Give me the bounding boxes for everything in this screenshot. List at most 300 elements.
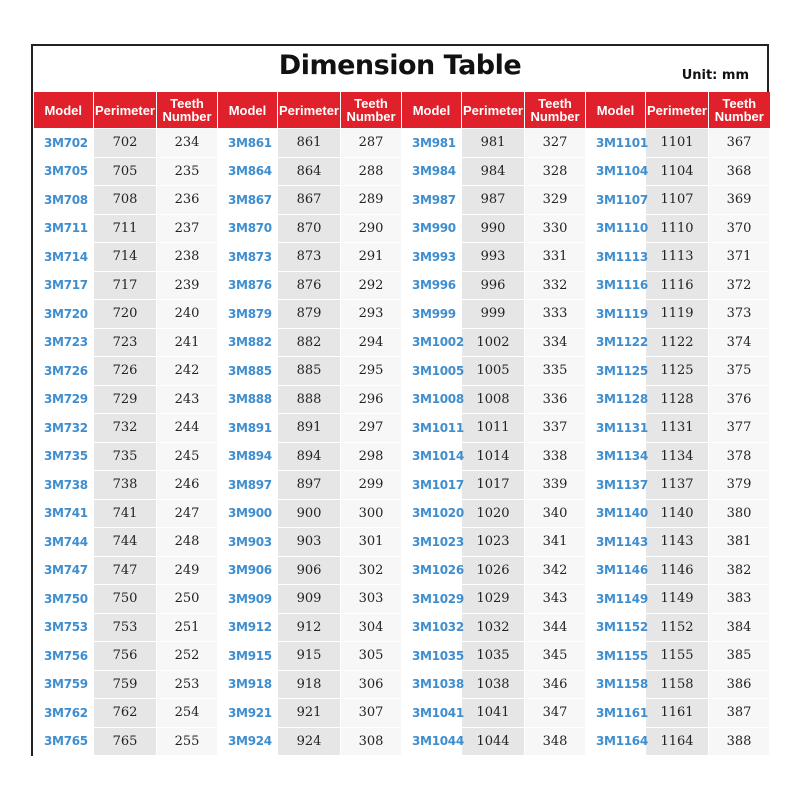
perimeter-cell: 732 bbox=[94, 414, 157, 443]
table-row bbox=[34, 157, 770, 186]
perimeter-cell: 1104 bbox=[646, 157, 709, 186]
teeth-number-cell: 330 bbox=[525, 214, 586, 243]
model-cell: 3M750 bbox=[34, 585, 94, 614]
model-cell: 3M984 bbox=[402, 157, 462, 186]
teeth-number-cell: 248 bbox=[157, 528, 218, 557]
teeth-number-cell: 370 bbox=[709, 214, 770, 243]
model-cell: 3M1113 bbox=[586, 243, 646, 272]
model-cell: 3M879 bbox=[218, 300, 278, 329]
column-header-perimeter: Perimeter bbox=[462, 92, 525, 129]
teeth-number-cell: 381 bbox=[709, 528, 770, 557]
perimeter-cell: 864 bbox=[278, 157, 341, 186]
teeth-number-cell: 296 bbox=[341, 385, 402, 414]
model-cell: 3M1038 bbox=[402, 670, 462, 699]
model-cell: 3M882 bbox=[218, 328, 278, 357]
perimeter-cell: 708 bbox=[94, 186, 157, 215]
perimeter-cell: 906 bbox=[278, 556, 341, 585]
model-cell: 3M1116 bbox=[586, 271, 646, 300]
table-row bbox=[34, 499, 770, 528]
model-cell: 3M924 bbox=[218, 727, 278, 756]
table-row bbox=[34, 214, 770, 243]
model-cell: 3M1107 bbox=[586, 186, 646, 215]
perimeter-cell: 1026 bbox=[462, 556, 525, 585]
perimeter-cell: 753 bbox=[94, 613, 157, 642]
perimeter-cell: 1023 bbox=[462, 528, 525, 557]
teeth-number-cell: 368 bbox=[709, 157, 770, 186]
teeth-number-cell: 308 bbox=[341, 727, 402, 756]
model-cell: 3M870 bbox=[218, 214, 278, 243]
model-cell: 3M726 bbox=[34, 357, 94, 386]
teeth-number-cell: 348 bbox=[525, 727, 586, 756]
perimeter-cell: 996 bbox=[462, 271, 525, 300]
perimeter-cell: 1122 bbox=[646, 328, 709, 357]
perimeter-cell: 1164 bbox=[646, 727, 709, 756]
teeth-number-cell: 336 bbox=[525, 385, 586, 414]
model-cell: 3M729 bbox=[34, 385, 94, 414]
perimeter-cell: 1113 bbox=[646, 243, 709, 272]
perimeter-cell: 1158 bbox=[646, 670, 709, 699]
perimeter-cell: 915 bbox=[278, 642, 341, 671]
column-header-model: Model bbox=[34, 92, 94, 129]
perimeter-cell: 993 bbox=[462, 243, 525, 272]
perimeter-cell: 705 bbox=[94, 157, 157, 186]
teeth-number-cell: 342 bbox=[525, 556, 586, 585]
table-row bbox=[34, 471, 770, 500]
teeth-number-cell: 379 bbox=[709, 471, 770, 500]
model-cell: 3M990 bbox=[402, 214, 462, 243]
model-cell: 3M1044 bbox=[402, 727, 462, 756]
model-cell: 3M1134 bbox=[586, 442, 646, 471]
perimeter-cell: 1017 bbox=[462, 471, 525, 500]
model-cell: 3M747 bbox=[34, 556, 94, 585]
model-cell: 3M723 bbox=[34, 328, 94, 357]
perimeter-cell: 1107 bbox=[646, 186, 709, 215]
model-cell: 3M876 bbox=[218, 271, 278, 300]
perimeter-cell: 924 bbox=[278, 727, 341, 756]
model-cell: 3M915 bbox=[218, 642, 278, 671]
perimeter-cell: 981 bbox=[462, 129, 525, 158]
teeth-number-cell: 337 bbox=[525, 414, 586, 443]
table-row bbox=[34, 528, 770, 557]
model-cell: 3M1005 bbox=[402, 357, 462, 386]
perimeter-cell: 729 bbox=[94, 385, 157, 414]
perimeter-cell: 861 bbox=[278, 129, 341, 158]
model-cell: 3M732 bbox=[34, 414, 94, 443]
perimeter-cell: 912 bbox=[278, 613, 341, 642]
teeth-number-cell: 249 bbox=[157, 556, 218, 585]
perimeter-cell: 765 bbox=[94, 727, 157, 756]
model-cell: 3M1023 bbox=[402, 528, 462, 557]
teeth-number-cell: 328 bbox=[525, 157, 586, 186]
model-cell: 3M1140 bbox=[586, 499, 646, 528]
teeth-number-cell: 291 bbox=[341, 243, 402, 272]
perimeter-cell: 714 bbox=[94, 243, 157, 272]
perimeter-cell: 750 bbox=[94, 585, 157, 614]
unit-label: Unit: mm bbox=[681, 68, 749, 83]
table-row bbox=[34, 585, 770, 614]
perimeter-cell: 1149 bbox=[646, 585, 709, 614]
teeth-number-cell: 300 bbox=[341, 499, 402, 528]
model-cell: 3M1101 bbox=[586, 129, 646, 158]
model-cell: 3M1119 bbox=[586, 300, 646, 329]
teeth-number-cell: 240 bbox=[157, 300, 218, 329]
perimeter-cell: 759 bbox=[94, 670, 157, 699]
perimeter-cell: 747 bbox=[94, 556, 157, 585]
model-cell: 3M714 bbox=[34, 243, 94, 272]
teeth-number-cell: 347 bbox=[525, 699, 586, 728]
perimeter-cell: 1143 bbox=[646, 528, 709, 557]
teeth-number-cell: 376 bbox=[709, 385, 770, 414]
teeth-number-cell: 235 bbox=[157, 157, 218, 186]
perimeter-cell: 1011 bbox=[462, 414, 525, 443]
model-cell: 3M1110 bbox=[586, 214, 646, 243]
model-cell: 3M903 bbox=[218, 528, 278, 557]
model-cell: 3M1029 bbox=[402, 585, 462, 614]
model-cell: 3M993 bbox=[402, 243, 462, 272]
model-cell: 3M918 bbox=[218, 670, 278, 699]
teeth-number-cell: 386 bbox=[709, 670, 770, 699]
teeth-number-cell: 237 bbox=[157, 214, 218, 243]
perimeter-cell: 702 bbox=[94, 129, 157, 158]
model-cell: 3M885 bbox=[218, 357, 278, 386]
model-cell: 3M705 bbox=[34, 157, 94, 186]
teeth-number-cell: 251 bbox=[157, 613, 218, 642]
teeth-number-cell: 255 bbox=[157, 727, 218, 756]
model-cell: 3M1131 bbox=[586, 414, 646, 443]
teeth-number-cell: 329 bbox=[525, 186, 586, 215]
table-row bbox=[34, 357, 770, 386]
model-cell: 3M1014 bbox=[402, 442, 462, 471]
model-cell: 3M873 bbox=[218, 243, 278, 272]
perimeter-cell: 1101 bbox=[646, 129, 709, 158]
model-cell: 3M711 bbox=[34, 214, 94, 243]
perimeter-cell: 918 bbox=[278, 670, 341, 699]
perimeter-cell: 1134 bbox=[646, 442, 709, 471]
model-cell: 3M1026 bbox=[402, 556, 462, 585]
model-cell: 3M1011 bbox=[402, 414, 462, 443]
model-cell: 3M888 bbox=[218, 385, 278, 414]
model-cell: 3M1008 bbox=[402, 385, 462, 414]
teeth-number-cell: 374 bbox=[709, 328, 770, 357]
teeth-number-cell: 252 bbox=[157, 642, 218, 671]
perimeter-cell: 1140 bbox=[646, 499, 709, 528]
perimeter-cell: 762 bbox=[94, 699, 157, 728]
column-header-perimeter: Perimeter bbox=[278, 92, 341, 129]
model-cell: 3M867 bbox=[218, 186, 278, 215]
perimeter-cell: 723 bbox=[94, 328, 157, 357]
model-cell: 3M1104 bbox=[586, 157, 646, 186]
teeth-number-cell: 234 bbox=[157, 129, 218, 158]
perimeter-cell: 888 bbox=[278, 385, 341, 414]
teeth-number-cell: 304 bbox=[341, 613, 402, 642]
teeth-number-cell: 334 bbox=[525, 328, 586, 357]
table-row bbox=[34, 642, 770, 671]
column-header-model: Model bbox=[218, 92, 278, 129]
model-cell: 3M756 bbox=[34, 642, 94, 671]
teeth-number-cell: 339 bbox=[525, 471, 586, 500]
perimeter-cell: 1029 bbox=[462, 585, 525, 614]
perimeter-cell: 726 bbox=[94, 357, 157, 386]
teeth-number-cell: 331 bbox=[525, 243, 586, 272]
perimeter-cell: 879 bbox=[278, 300, 341, 329]
model-cell: 3M1152 bbox=[586, 613, 646, 642]
table-body bbox=[34, 129, 770, 756]
model-cell: 3M897 bbox=[218, 471, 278, 500]
model-cell: 3M1020 bbox=[402, 499, 462, 528]
model-cell: 3M720 bbox=[34, 300, 94, 329]
model-cell: 3M900 bbox=[218, 499, 278, 528]
model-cell: 3M717 bbox=[34, 271, 94, 300]
table-row bbox=[34, 328, 770, 357]
teeth-number-cell: 289 bbox=[341, 186, 402, 215]
teeth-number-cell: 243 bbox=[157, 385, 218, 414]
model-cell: 3M1155 bbox=[586, 642, 646, 671]
teeth-number-cell: 375 bbox=[709, 357, 770, 386]
model-cell: 3M912 bbox=[218, 613, 278, 642]
perimeter-cell: 999 bbox=[462, 300, 525, 329]
column-header-teeth-number: Teeth Number bbox=[709, 92, 770, 129]
teeth-number-cell: 290 bbox=[341, 214, 402, 243]
teeth-number-cell: 378 bbox=[709, 442, 770, 471]
teeth-number-cell: 380 bbox=[709, 499, 770, 528]
model-cell: 3M762 bbox=[34, 699, 94, 728]
teeth-number-cell: 254 bbox=[157, 699, 218, 728]
teeth-number-cell: 299 bbox=[341, 471, 402, 500]
teeth-number-cell: 242 bbox=[157, 357, 218, 386]
teeth-number-cell: 382 bbox=[709, 556, 770, 585]
perimeter-cell: 1041 bbox=[462, 699, 525, 728]
table-row bbox=[34, 300, 770, 329]
model-cell: 3M1122 bbox=[586, 328, 646, 357]
perimeter-cell: 873 bbox=[278, 243, 341, 272]
teeth-number-cell: 292 bbox=[341, 271, 402, 300]
model-cell: 3M735 bbox=[34, 442, 94, 471]
dimension-table bbox=[33, 92, 770, 756]
table-row bbox=[34, 385, 770, 414]
teeth-number-cell: 288 bbox=[341, 157, 402, 186]
model-cell: 3M1128 bbox=[586, 385, 646, 414]
perimeter-cell: 1038 bbox=[462, 670, 525, 699]
teeth-number-cell: 372 bbox=[709, 271, 770, 300]
column-header-teeth-number: Teeth Number bbox=[341, 92, 402, 129]
header-row bbox=[34, 92, 770, 129]
teeth-number-cell: 253 bbox=[157, 670, 218, 699]
model-cell: 3M894 bbox=[218, 442, 278, 471]
table-row bbox=[34, 243, 770, 272]
table-row bbox=[34, 699, 770, 728]
model-cell: 3M1158 bbox=[586, 670, 646, 699]
teeth-number-cell: 373 bbox=[709, 300, 770, 329]
teeth-number-cell: 305 bbox=[341, 642, 402, 671]
table-row bbox=[34, 271, 770, 300]
model-cell: 3M1149 bbox=[586, 585, 646, 614]
teeth-number-cell: 383 bbox=[709, 585, 770, 614]
teeth-number-cell: 307 bbox=[341, 699, 402, 728]
title-bar bbox=[33, 46, 767, 92]
teeth-number-cell: 377 bbox=[709, 414, 770, 443]
perimeter-cell: 990 bbox=[462, 214, 525, 243]
table-row bbox=[34, 414, 770, 443]
table-row bbox=[34, 613, 770, 642]
teeth-number-cell: 367 bbox=[709, 129, 770, 158]
teeth-number-cell: 384 bbox=[709, 613, 770, 642]
model-cell: 3M1041 bbox=[402, 699, 462, 728]
model-cell: 3M861 bbox=[218, 129, 278, 158]
model-cell: 3M759 bbox=[34, 670, 94, 699]
model-cell: 3M741 bbox=[34, 499, 94, 528]
model-cell: 3M1143 bbox=[586, 528, 646, 557]
column-header-teeth-number: Teeth Number bbox=[525, 92, 586, 129]
perimeter-cell: 984 bbox=[462, 157, 525, 186]
teeth-number-cell: 338 bbox=[525, 442, 586, 471]
teeth-number-cell: 247 bbox=[157, 499, 218, 528]
perimeter-cell: 1035 bbox=[462, 642, 525, 671]
perimeter-cell: 1152 bbox=[646, 613, 709, 642]
perimeter-cell: 1131 bbox=[646, 414, 709, 443]
model-cell: 3M1125 bbox=[586, 357, 646, 386]
teeth-number-cell: 344 bbox=[525, 613, 586, 642]
perimeter-cell: 1020 bbox=[462, 499, 525, 528]
teeth-number-cell: 298 bbox=[341, 442, 402, 471]
model-cell: 3M1035 bbox=[402, 642, 462, 671]
perimeter-cell: 1032 bbox=[462, 613, 525, 642]
model-cell: 3M987 bbox=[402, 186, 462, 215]
teeth-number-cell: 236 bbox=[157, 186, 218, 215]
model-cell: 3M753 bbox=[34, 613, 94, 642]
perimeter-cell: 903 bbox=[278, 528, 341, 557]
teeth-number-cell: 238 bbox=[157, 243, 218, 272]
perimeter-cell: 1161 bbox=[646, 699, 709, 728]
perimeter-cell: 717 bbox=[94, 271, 157, 300]
perimeter-cell: 1110 bbox=[646, 214, 709, 243]
dimension-table-frame bbox=[31, 44, 769, 756]
teeth-number-cell: 327 bbox=[525, 129, 586, 158]
model-cell: 3M909 bbox=[218, 585, 278, 614]
teeth-number-cell: 387 bbox=[709, 699, 770, 728]
teeth-number-cell: 333 bbox=[525, 300, 586, 329]
column-header-teeth-number: Teeth Number bbox=[157, 92, 218, 129]
teeth-number-cell: 340 bbox=[525, 499, 586, 528]
perimeter-cell: 1005 bbox=[462, 357, 525, 386]
model-cell: 3M906 bbox=[218, 556, 278, 585]
teeth-number-cell: 371 bbox=[709, 243, 770, 272]
column-header-perimeter: Perimeter bbox=[646, 92, 709, 129]
teeth-number-cell: 388 bbox=[709, 727, 770, 756]
perimeter-cell: 744 bbox=[94, 528, 157, 557]
teeth-number-cell: 306 bbox=[341, 670, 402, 699]
teeth-number-cell: 385 bbox=[709, 642, 770, 671]
perimeter-cell: 1155 bbox=[646, 642, 709, 671]
teeth-number-cell: 332 bbox=[525, 271, 586, 300]
model-cell: 3M999 bbox=[402, 300, 462, 329]
model-cell: 3M708 bbox=[34, 186, 94, 215]
perimeter-cell: 897 bbox=[278, 471, 341, 500]
teeth-number-cell: 341 bbox=[525, 528, 586, 557]
model-cell: 3M1002 bbox=[402, 328, 462, 357]
perimeter-cell: 1014 bbox=[462, 442, 525, 471]
table-row bbox=[34, 442, 770, 471]
perimeter-cell: 894 bbox=[278, 442, 341, 471]
teeth-number-cell: 295 bbox=[341, 357, 402, 386]
teeth-number-cell: 335 bbox=[525, 357, 586, 386]
model-cell: 3M765 bbox=[34, 727, 94, 756]
teeth-number-cell: 345 bbox=[525, 642, 586, 671]
perimeter-cell: 882 bbox=[278, 328, 341, 357]
perimeter-cell: 870 bbox=[278, 214, 341, 243]
perimeter-cell: 1146 bbox=[646, 556, 709, 585]
model-cell: 3M864 bbox=[218, 157, 278, 186]
perimeter-cell: 720 bbox=[94, 300, 157, 329]
perimeter-cell: 987 bbox=[462, 186, 525, 215]
perimeter-cell: 756 bbox=[94, 642, 157, 671]
perimeter-cell: 1128 bbox=[646, 385, 709, 414]
teeth-number-cell: 294 bbox=[341, 328, 402, 357]
table-row bbox=[34, 129, 770, 158]
model-cell: 3M744 bbox=[34, 528, 94, 557]
teeth-number-cell: 346 bbox=[525, 670, 586, 699]
teeth-number-cell: 239 bbox=[157, 271, 218, 300]
perimeter-cell: 738 bbox=[94, 471, 157, 500]
model-cell: 3M1137 bbox=[586, 471, 646, 500]
teeth-number-cell: 297 bbox=[341, 414, 402, 443]
teeth-number-cell: 303 bbox=[341, 585, 402, 614]
perimeter-cell: 1008 bbox=[462, 385, 525, 414]
model-cell: 3M891 bbox=[218, 414, 278, 443]
perimeter-cell: 1137 bbox=[646, 471, 709, 500]
model-cell: 3M738 bbox=[34, 471, 94, 500]
model-cell: 3M921 bbox=[218, 699, 278, 728]
model-cell: 3M1017 bbox=[402, 471, 462, 500]
column-header-perimeter: Perimeter bbox=[94, 92, 157, 129]
perimeter-cell: 1116 bbox=[646, 271, 709, 300]
perimeter-cell: 711 bbox=[94, 214, 157, 243]
teeth-number-cell: 343 bbox=[525, 585, 586, 614]
teeth-number-cell: 293 bbox=[341, 300, 402, 329]
perimeter-cell: 921 bbox=[278, 699, 341, 728]
column-header-model: Model bbox=[586, 92, 646, 129]
model-cell: 3M981 bbox=[402, 129, 462, 158]
teeth-number-cell: 250 bbox=[157, 585, 218, 614]
perimeter-cell: 900 bbox=[278, 499, 341, 528]
teeth-number-cell: 241 bbox=[157, 328, 218, 357]
perimeter-cell: 1119 bbox=[646, 300, 709, 329]
teeth-number-cell: 287 bbox=[341, 129, 402, 158]
teeth-number-cell: 245 bbox=[157, 442, 218, 471]
table-title: Dimension Table bbox=[278, 50, 522, 81]
table-row bbox=[34, 556, 770, 585]
perimeter-cell: 909 bbox=[278, 585, 341, 614]
teeth-number-cell: 246 bbox=[157, 471, 218, 500]
perimeter-cell: 741 bbox=[94, 499, 157, 528]
teeth-number-cell: 301 bbox=[341, 528, 402, 557]
perimeter-cell: 876 bbox=[278, 271, 341, 300]
perimeter-cell: 1125 bbox=[646, 357, 709, 386]
table-header bbox=[34, 92, 770, 129]
teeth-number-cell: 302 bbox=[341, 556, 402, 585]
perimeter-cell: 885 bbox=[278, 357, 341, 386]
perimeter-cell: 867 bbox=[278, 186, 341, 215]
model-cell: 3M1164 bbox=[586, 727, 646, 756]
model-cell: 3M1146 bbox=[586, 556, 646, 585]
table-row bbox=[34, 670, 770, 699]
teeth-number-cell: 369 bbox=[709, 186, 770, 215]
perimeter-cell: 891 bbox=[278, 414, 341, 443]
model-cell: 3M1161 bbox=[586, 699, 646, 728]
table-row bbox=[34, 186, 770, 215]
teeth-number-cell: 244 bbox=[157, 414, 218, 443]
column-header-model: Model bbox=[402, 92, 462, 129]
model-cell: 3M702 bbox=[34, 129, 94, 158]
